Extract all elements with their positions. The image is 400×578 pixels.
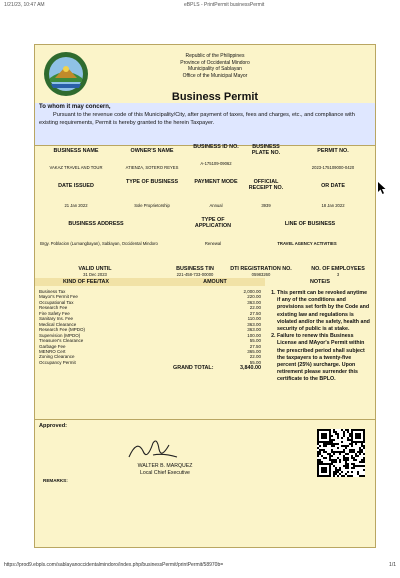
- fee-amount: 110.00: [247, 316, 261, 322]
- header-business-tin: BUSINESS TIN: [176, 266, 214, 272]
- header-or-date: OR DATE: [321, 183, 345, 189]
- fee-amount: 220.00: [247, 294, 261, 300]
- document-title: Business Permit: [171, 91, 259, 103]
- grand-total-value: 3,840.00: [240, 365, 261, 371]
- header-business-name: BUSINESS NAME: [53, 148, 99, 154]
- fee-amount: 27.50: [249, 343, 261, 349]
- fee-name: Business Tax: [39, 289, 66, 294]
- republic-text: Republic of the Philippines: [185, 53, 245, 59]
- fee-name: MENRO Cert: [39, 348, 66, 354]
- page-url: https://prod9.ebpls.com/sablayanoccidentalmindoro/index.php/businessPermit/printPermit/58970b=: [4, 562, 224, 568]
- fee-amount: 22.00: [249, 305, 261, 311]
- fee-amount: 55.00: [249, 338, 261, 344]
- fee-amount: 365.00: [247, 348, 261, 354]
- header-no-of-employees: NO. OF EMPLOYEES: [311, 266, 365, 272]
- municipal-seal-icon: [43, 51, 89, 97]
- fee-name: Research Fee: [39, 305, 68, 311]
- fee-amount: 2,000.00: [243, 289, 261, 294]
- grand-total-label: GRAND TOTAL:: [173, 365, 214, 371]
- fee-amount: 363.00: [247, 299, 261, 305]
- header-owner-name: OWNER'S NAME: [130, 148, 174, 154]
- header-type-of-application: TYPE OF APPLICATION: [194, 217, 232, 229]
- fee-name: Garbage Fee: [39, 343, 66, 349]
- value-business-id: A-175109-09062: [200, 161, 232, 166]
- header-type-of-business: TYPE OF BUSINESS: [125, 179, 179, 185]
- header-line-of-business: LINE OF BUSINESS: [284, 221, 336, 227]
- fee-amount: 27.50: [249, 310, 261, 316]
- signer-name: WALTER B. MARQUEZ: [137, 463, 193, 469]
- approved-label: Approved:: [39, 423, 67, 429]
- fee-name: Supervision (MPDO): [39, 332, 81, 338]
- signer-block: [105, 463, 225, 476]
- fee-amount: 22.00: [249, 354, 261, 360]
- note-item: 1. This permit can be revoked anytime if any of the conditions and provisions set forth by the Code and existing law and regulations is violated and/or the safety, health and security of public is at stake.: [277, 290, 371, 333]
- value-business-name: VAKAZ TRAVEL AND TOUR: [49, 165, 103, 170]
- value-permit-no: 2023-175109000-0420: [311, 165, 355, 170]
- header-date-issued: DATE ISSUED: [58, 183, 94, 189]
- value-business-address: Brgy. Poblacion (Lumangbayan), Sablayan, Occidental Mindoro: [40, 241, 158, 246]
- value-dti-registration: 05983260: [251, 272, 271, 277]
- browser-print-footer: [4, 562, 396, 572]
- fee-name: Zoning Clearance: [39, 354, 75, 360]
- fee-name: Treasurer's Clearance: [39, 338, 84, 344]
- fee-amount: 55.00: [249, 359, 261, 365]
- header-payment-mode: PAYMENT MODE: [194, 179, 238, 185]
- notes-list: [269, 290, 371, 384]
- office-text: Office of the Municipal Mayor: [182, 72, 248, 79]
- header-permit-no: PERMIT NO.: [317, 148, 349, 154]
- header-notes: NOTE/S: [309, 279, 331, 285]
- fee-name: Occupational Tax: [39, 299, 74, 305]
- remarks-label: REMARKS:: [43, 478, 68, 483]
- business-permit-document: [34, 44, 376, 548]
- fee-amount-list: [185, 289, 261, 365]
- province-text: Province of Occidental Mindoro: [180, 59, 250, 66]
- browser-print-header: [4, 0, 396, 10]
- value-type-of-application: Renewal: [204, 241, 222, 246]
- fee-amount: 363.00: [247, 327, 261, 333]
- value-payment-mode: Annual: [209, 203, 223, 208]
- value-owner-name: ATIENZA, SOTERO REYES: [125, 165, 179, 170]
- value-type-of-business: Sole Proprietorship: [134, 203, 170, 208]
- header-amount: AMOUNT: [203, 279, 227, 285]
- value-no-of-employees: 3: [336, 272, 340, 277]
- value-official-receipt: 3939: [261, 203, 271, 208]
- intro-paragraph: Pursuant to the revenue code of this Municipality/City, after payment of taxes, fees and charges, etc., and compliance with existing requirements, Permit is hereby granted to the herein Taxpayer.: [39, 112, 355, 126]
- fee-name-list: [39, 289, 179, 365]
- greeting: To whom it may concern,: [39, 104, 111, 110]
- fee-name: Occupancy Permit: [39, 359, 76, 365]
- divider: [35, 419, 375, 420]
- value-date-issued: 21 Jan 2022: [64, 203, 88, 208]
- header-kind-of-fee: KIND OF FEE/TAX: [62, 279, 110, 285]
- government-header: [115, 53, 315, 79]
- page-number: 1/1: [389, 562, 396, 568]
- fee-amount: 363.00: [247, 321, 261, 327]
- fee-name: Mayor's Permit Fee: [39, 294, 78, 300]
- note-item: 2. Failure to renew this Business License and MAyor's Permit within the prescribed period shall subject the taxpayers to a twenty-five percent (25%) surcharge. Upon retirement please surrender this certificate to the BPLO.: [277, 333, 371, 383]
- print-datetime: 1/21/23, 10:47 AM: [4, 2, 45, 8]
- header-business-address: BUSINESS ADDRESS: [68, 221, 124, 227]
- header-plate-no: BUSINESS PLATE NO.: [251, 144, 281, 156]
- qr-code-icon: [317, 429, 365, 477]
- fee-amount: 100.00: [247, 332, 261, 338]
- print-page-title: eBPLS - PrintPermit businessPermit: [184, 2, 265, 8]
- fee-name: Research Fee (MPDO): [39, 327, 86, 333]
- header-valid-until: VALID UNTIL: [78, 266, 112, 272]
- fee-name: Sanitary Ins. Fee: [39, 316, 74, 322]
- municipality-text: Municipality of Sablayan: [188, 66, 242, 72]
- signer-title: Local Chief Executive: [140, 469, 190, 476]
- value-line-of-business: TRAVEL AGENCY ACTIVITIES: [277, 241, 337, 246]
- mouse-cursor-icon: [378, 182, 386, 194]
- value-valid-until: 31 Dec 2023: [83, 272, 107, 277]
- header-official-receipt: OFFICIAL RECEIPT NO.: [248, 179, 284, 191]
- header-dti-registration: DTI REGISTRATION NO.: [230, 266, 292, 272]
- value-or-date: 18 Jan 2022: [321, 203, 345, 208]
- value-business-tin: 221-458-733-00000: [176, 272, 214, 277]
- fee-name: Medical Clearance: [39, 321, 77, 327]
- header-business-id: BUSINESS ID NO.: [193, 144, 239, 150]
- fee-name: Fire Safety Fee: [39, 310, 70, 316]
